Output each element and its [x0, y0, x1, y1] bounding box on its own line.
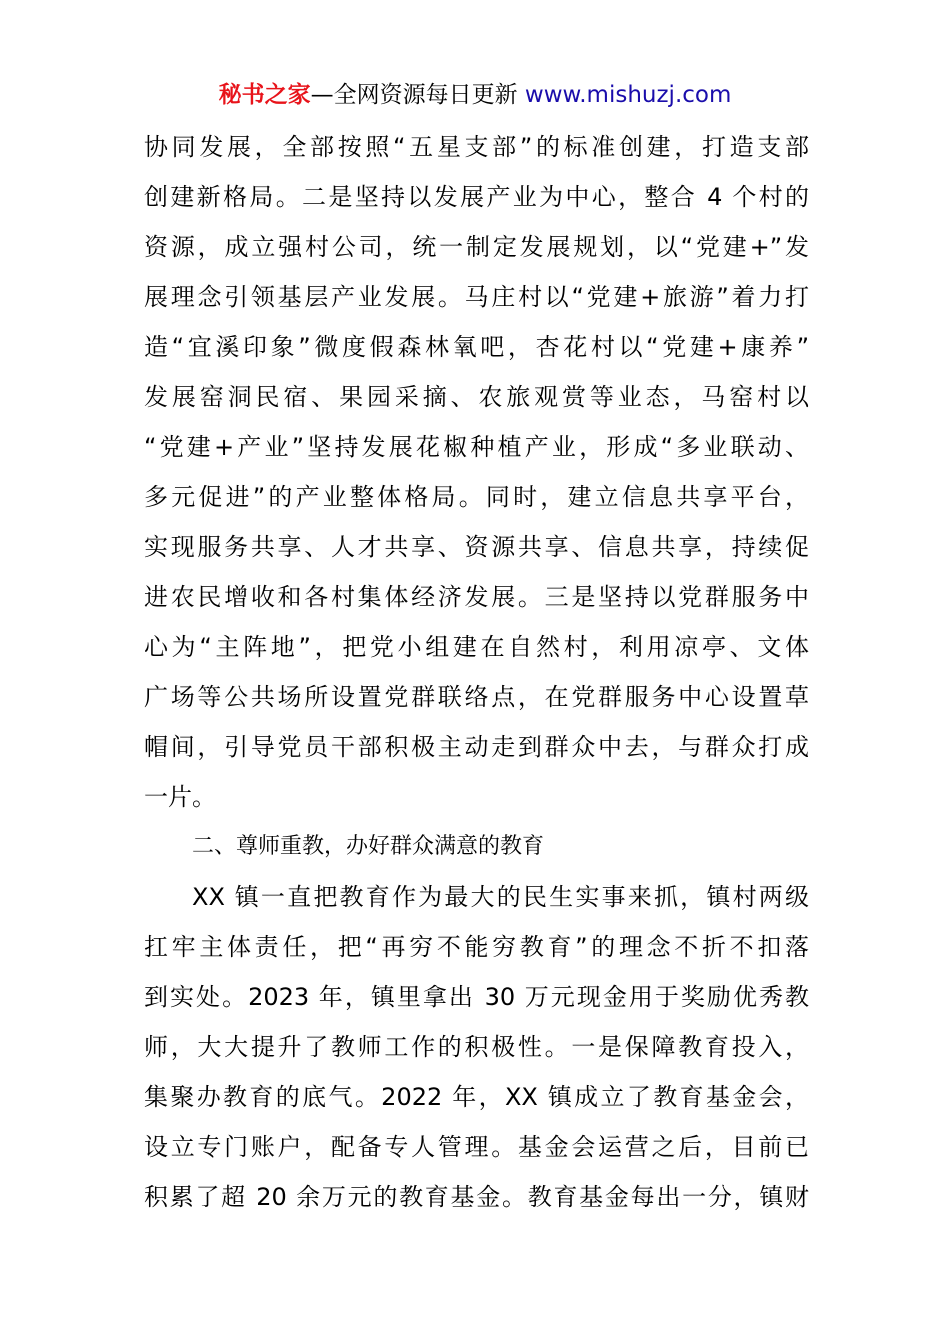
text-line: 师，大大提升了教师工作的积极性。一是保障教育投入， — [144, 1033, 809, 1061]
text-line: 进农民增收和各村集体经济发展。三是坚持以党群服务中 — [144, 583, 809, 611]
text-line: 心为“主阵地”，把党小组建在自然村，利用凉亭、文体 — [144, 633, 809, 661]
text-line: 到实处。2023 年，镇里拿出 30 万元现金用于奖励优秀教 — [144, 983, 809, 1011]
section-heading: 二、尊师重教，办好群众满意的教育 — [192, 834, 545, 859]
text-line: 积累了超 20 余万元的教育基金。教育基金每出一分，镇财 — [144, 1183, 809, 1211]
text-line: 创建新格局。二是坚持以发展产业为中心，整合 4 个村的 — [144, 183, 809, 211]
text-line: 实现服务共享、人才共享、资源共享、信息共享，持续促 — [144, 533, 809, 561]
header-tagline: —全网资源每日更新 — [310, 82, 525, 108]
document-body — [144, 122, 809, 1222]
text-line: 广场等公共场所设置党群联络点，在党群服务中心设置草 — [144, 683, 809, 711]
text-line: 设立专门账户，配备专人管理。基金会运营之后，目前已 — [144, 1133, 809, 1161]
text-line: 多元促进”的产业整体格局。同时，建立信息共享平台， — [144, 483, 809, 511]
site-url-link[interactable]: www.mishuzj.com — [524, 82, 732, 108]
text-line: 发展窑洞民宿、果园采摘、农旅观赏等业态，马窑村以 — [144, 383, 809, 411]
text-line: 造“宜溪印象”微度假森林氧吧，杏花村以“党建+康养” — [144, 333, 809, 361]
text-line: 协同发展，全部按照“五星支部”的标准创建，打造支部 — [144, 133, 809, 161]
text-line: 展理念引领基层产业发展。马庄村以“党建+旅游”着力打 — [144, 283, 809, 311]
text-line: 扛牢主体责任，把“再穷不能穷教育”的理念不折不扣落 — [144, 933, 809, 961]
site-header — [0, 78, 950, 112]
text-line: XX 镇一直把教育作为最大的民生实事来抓，镇村两级 — [192, 883, 809, 911]
text-line: “党建+产业”坚持发展花椒种植产业，形成“多业联动、 — [144, 433, 809, 461]
brand-name: 秘书之家 — [218, 82, 311, 108]
text-line: 帽间，引导党员干部积极主动走到群众中去，与群众打成 — [144, 733, 809, 761]
text-line: 资源，成立强村公司，统一制定发展规划，以“党建+”发 — [144, 233, 809, 261]
text-line: 集聚办教育的底气。2022 年，XX 镇成立了教育基金会， — [144, 1083, 809, 1111]
text-line: 一片。 — [144, 783, 216, 811]
